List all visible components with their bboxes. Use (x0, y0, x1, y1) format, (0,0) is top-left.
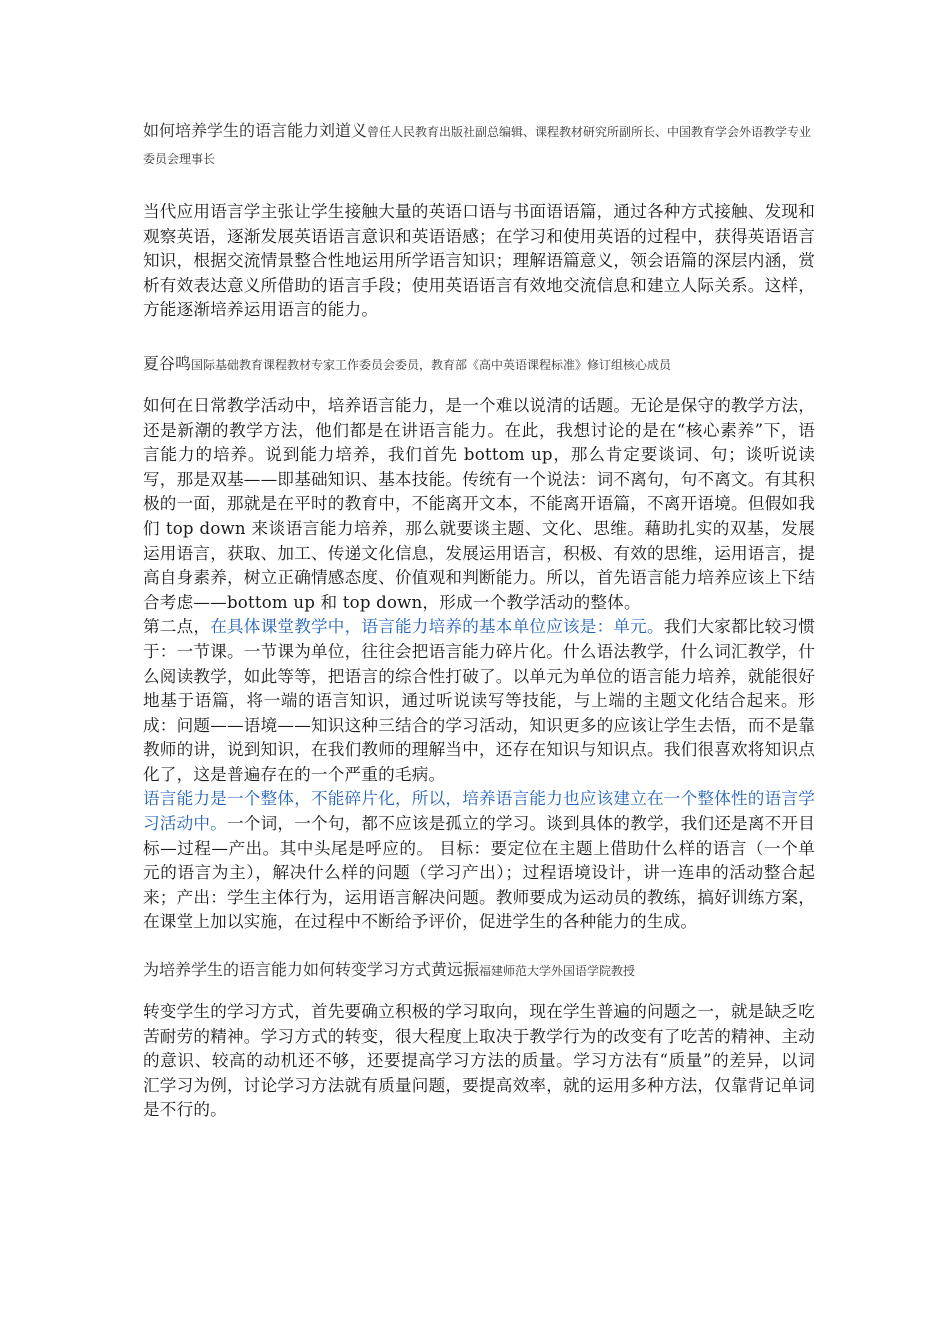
section-1-body: 当代应用语言学主张让学生接触大量的英语口语与书面语语篇，通过各种方式接触、发现和观察英语，逐渐发展英语语言意识和英语语感；在学习和使用英语的过程中，获得英语语言知识，根据交流情景整合性地运用所学语言知识；理解语篇意义，领会语篇的深层内涵，赏析有效表达意义所借助的语言手段；使用英语语言有效地交流信息和建立人际关系。这样，方能逐渐培养运用语言的能力。 (143, 202, 815, 320)
section-1-author-note: 曾任人民教育出版社副总编辑、课程教材研究所副所长、中国教育学会外语教学专业委员会理事长 (143, 125, 812, 166)
section-3-body: 转变学生的学习方式，首先要确立积极的学习取向，现在学生普遍的问题之一，就是缺乏吃苦耐劳的精神。学习方式的转变，很大程度上取决于教学行为的改变有了吃苦的精神、主动的意识、较高的动机还不够，还要提高学习方法的质量。学习方法有“质量”的差异，以词汇学习为例，讨论学习方法就有质量问题，要提高效率，就的运用多种方法，仅靠背记单词是不行的。 (143, 1002, 815, 1120)
paragraph-2-highlight: 在具体课堂教学中，语言能力培养的基本单位应该是：单元。 (210, 617, 664, 637)
section-2-author-note: 国际基础教育课程教材专家工作委员会委员，教育部《高中英语课程标准》修订组核心成员 (191, 357, 672, 372)
section-1-heading (143, 118, 815, 172)
section-2-title: 夏谷鸣 (143, 353, 192, 373)
paragraph-2-rest: 我们大家都比较习惯于：一节课。一节课为单位，往往会把语言能力碎片化。什么语法教学，什么词汇教学，什么阅读教学，如此等等，把语言的综合性打破了。以单元为单位的语言能力培养，就能很好地基于语篇，将一端的语言知识，通过听说读写等技能，与上端的主题文化结合起来。形成：问题——语境——知识这种三结合的学习活动，知识更多的应该让学生去悟，而不是靠教师的讲，说到知识，在我们教师的理解当中，还存在知识与知识点。我们很喜欢将知识点化了，这是普遍存在的一个严重的毛病。 (143, 617, 815, 784)
section-3-heading (143, 957, 815, 984)
section-2-paragraph-2 (143, 615, 815, 787)
section-2-paragraph-1: 如何在日常教学活动中，培养语言能力，是一个难以说清的话题。无论是保守的教学方法，还是新潮的教学方法，他们都是在讲语言能力。在此，我想讨论的是在“核心素养”下，语言能力的培养。说到能力培养，我们首先 bottom up，那么肯定要谈词、句；谈听说读写，那是双基——即基础知识、基本技能。传统有一个说法：词不离句，句不离文。有其积极的一面，那就是在平时的教育中，不能离开文本，不能离开语篇，不离开语境。但假如我们 top down 来谈语言能力培养，那么就要谈主题、文化、思维。藉助扎实的双基，发展运用语言，获取、加工、传递文化信息，发展运用语言，积极、有效的思维，运用语言，提高自身素养，树立正确情感态度、价值观和判断能力。所以，首先语言能力培养应该上下结合考虑——bottom up 和 top down，形成一个教学活动的整体。 (143, 395, 815, 612)
paragraph-2-lead: 第二点， (143, 617, 211, 637)
section-2-heading (143, 351, 815, 378)
paragraph-3-rest: 一个词，一个句，都不应该是孤立的学习。谈到具体的教学，我们还是离不开目标—过程—产出。其中头尾是呼应的。 目标：要定位在主题上借助什么样的语言（一个单元的语言为主），解决什么样的问题（学习产出）；过程语境设计，讲一连串的活动整合起来；产出：学生主体行为，运用语言解决问题。教师要成为运动员的教练，搞好训练方案，在课堂上加以实施，在过程中不断给予评价，促进学生的各种能力的生成。 (143, 814, 816, 932)
section-3-title: 为培养学生的语言能力如何转变学习方式黄远振 (143, 960, 480, 980)
document-page (143, 118, 815, 1123)
section-2-paragraph-3 (143, 787, 815, 935)
section-3-author-note: 福建师范大学外国语学院教授 (479, 964, 636, 979)
paragraph-3-highlight: 语言能力是一个整体，不能碎片化，所以，培养语言能力也应该建立在一个整体性的语言学习活动中。 (143, 789, 815, 834)
section-1-title: 如何培养学生的语言能力刘道义 (143, 121, 368, 140)
